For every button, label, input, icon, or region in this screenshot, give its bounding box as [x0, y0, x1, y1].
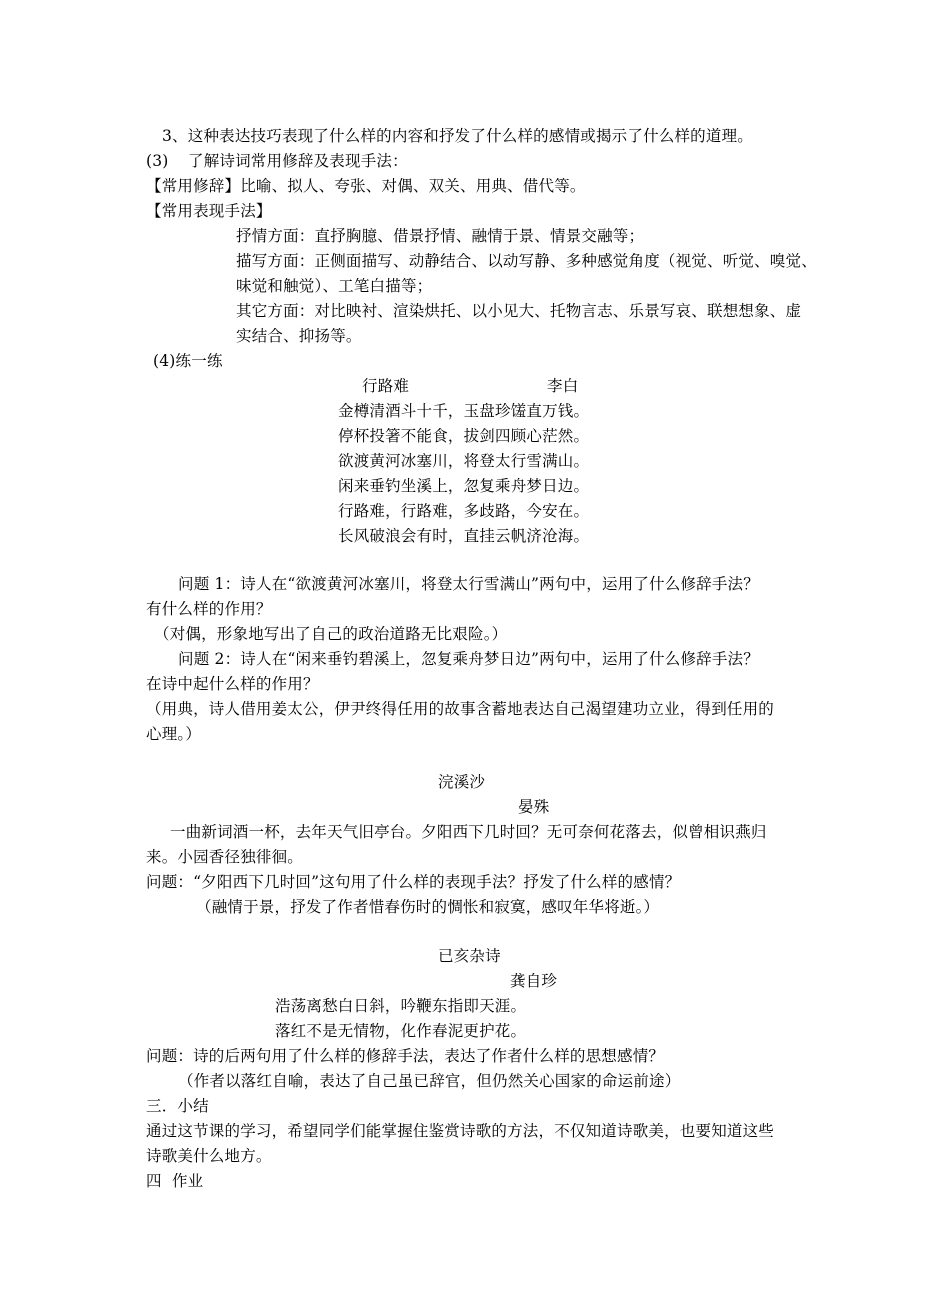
summary-heading: 三．小结	[146, 1097, 209, 1115]
common-rhetoric-line: 【常用修辞】比喻、拟人、夸张、对偶、双关、用典、借代等。	[146, 177, 586, 195]
poem-3-line: 落红不是无情物，化作春泥更护花。	[275, 1022, 527, 1040]
answer-1: （对偶，形象地写出了自己的政治道路无比艰险。）	[154, 625, 508, 643]
poem-1-title: 行路难	[362, 377, 410, 395]
poem-1-line: 闲来垂钓坐溪上，忽复乘舟梦日边。	[338, 477, 590, 495]
poem-3-line: 浩荡离愁白日斜，吟鞭东指即天涯。	[275, 997, 527, 1015]
poem-1-line: 金樽清酒斗十千，玉盘珍馐直万钱。	[338, 402, 590, 420]
section-4-heading: (4)练一练	[153, 352, 223, 370]
method-other-line-1: 其它方面：对比映衬、渲染烘托、以小见大、托物言志、乐景写哀、联想想象、虚	[236, 302, 802, 320]
poem-1-line: 行路难，行路难，多歧路，今安在。	[338, 502, 590, 520]
poem-1-line: 欲渡黄河冰塞川，将登太行雪满山。	[338, 452, 590, 470]
section-3-title: 了解诗词常用修辞及表现手法：	[188, 152, 408, 170]
poem-3-answer: （作者以落红自喻，表达了自己虽已辞官，但仍然关心国家的命运前途）	[178, 1072, 681, 1090]
poem-1-author: 李白	[547, 377, 579, 395]
item-3-text: 3、这种表达技巧表现了什么样的内容和抒发了什么样的感情或揭示了什么样的道理。	[162, 127, 753, 145]
section-3-number: (3)	[146, 152, 169, 170]
common-methods-heading: 【常用表现手法】	[146, 202, 272, 220]
method-description-line-1: 描写方面：正侧面描写、动静结合、以动写静、多种感觉角度（视觉、听觉、嗅觉、	[236, 252, 817, 270]
question-1-line-1: 问题 1：诗人在“欲渡黄河冰塞川，将登太行雪满山”两句中，运用了什么修辞手法？	[178, 575, 759, 593]
method-lyric-line: 抒情方面：直抒胸臆、借景抒情、融情于景、情景交融等；	[236, 227, 645, 245]
homework-heading: 四 作业	[146, 1172, 204, 1190]
answer-2-line-2: 心理。）	[146, 725, 202, 743]
summary-line-1: 通过这节课的学习，希望同学们能掌握住鉴赏诗歌的方法，不仅知道诗歌美，也要知道这些	[146, 1122, 775, 1140]
summary-line-2: 诗歌美什么地方。	[146, 1147, 272, 1165]
question-1-line-2: 有什么样的作用？	[146, 600, 272, 618]
poem-1-line: 停杯投箸不能食，拔剑四顾心茫然。	[338, 427, 590, 445]
poem-2-answer: （融情于景，抒发了作者惜春伤时的惆怅和寂寞，感叹年华将逝。）	[196, 898, 660, 916]
question-2-line-1: 问题 2：诗人在“闲来垂钓碧溪上，忽复乘舟梦日边”两句中，运用了什么修辞手法？	[178, 650, 759, 668]
poem-2-question: 问题：“夕阳西下几时回”这句用了什么样的表现手法？抒发了什么样的感情？	[146, 873, 681, 891]
question-2-line-2: 在诗中起什么样的作用？	[146, 675, 319, 693]
poem-3-author: 龚自珍	[510, 972, 558, 990]
poem-2-author: 晏殊	[518, 798, 550, 816]
poem-3-question: 问题：诗的后两句用了什么样的修辞手法，表达了作者什么样的思想感情？	[146, 1047, 665, 1065]
poem-2-title: 浣溪沙	[438, 773, 486, 791]
method-description-line-2: 味觉和触觉）、工笔白描等；	[236, 277, 433, 295]
poem-2-text-line-1: 一曲新词酒一杯，去年天气旧亭台。夕阳西下几时回？无可奈何花落去，似曾相识燕归	[170, 823, 767, 841]
poem-3-title: 已亥杂诗	[438, 947, 501, 965]
answer-2-line-1: （用典，诗人借用姜太公，伊尹终得任用的故事含蓄地表达自己渴望建功立业，得到任用的	[146, 700, 775, 718]
method-other-line-2: 实结合、抑扬等。	[236, 327, 362, 345]
poem-2-text-line-2: 来。小园香径独徘徊。	[146, 848, 304, 866]
poem-1-line: 长风破浪会有时，直挂云帆济沧海。	[338, 527, 590, 545]
